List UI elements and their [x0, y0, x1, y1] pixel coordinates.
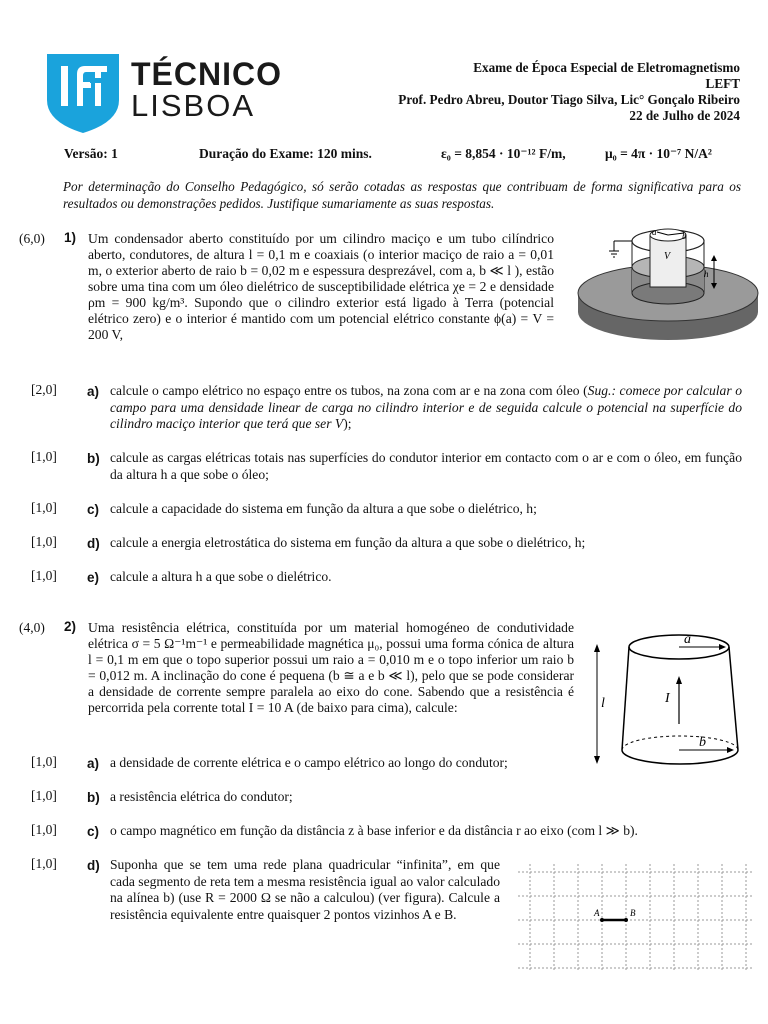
notice-text: Por determinação do Conselho Pedagógico, só serão cotadas as respostas que contribuam de forma significativa para os resultados ou demonstrações pedidos. Justifique sumariamente as suas respostas. [63, 179, 741, 211]
p1-item-e-text: calcule a altura h a que sobe o dielétrico. [110, 569, 332, 584]
fig1-label-h: h [704, 269, 709, 279]
constants-epsilon: ε₀ = 8,854 · 10⁻¹² F/m, [441, 146, 566, 161]
ist-logo [45, 52, 282, 134]
professors: Prof. Pedro Abreu, Doutor Tiago Silva, Lic° Gonçalo Ribeiro [398, 92, 740, 107]
p1-item-a-text [110, 383, 742, 433]
p1-item-d-label: d) [87, 536, 100, 551]
p2-item-b-score: [1,0] [31, 788, 57, 803]
course-name: LEFT [705, 76, 740, 91]
duration: Duração do Exame: 120 mins. [199, 146, 372, 161]
p2-item-b-text: a resistência elétrica do condutor; [110, 789, 293, 804]
p1-item-e-label: e) [87, 570, 100, 585]
fig1-label-b: b [682, 231, 687, 241]
p1-item-b-label: b) [87, 451, 100, 466]
p2-item-d-score: [1,0] [31, 856, 57, 871]
p2-item-d-text: Suponha que se tem uma rede plana quadricular “infinita”, em que cada segmento de reta tem a mesma resistência igual ao valor calculado na alínea b) (use R = 2000 Ω se não a calculou) (ver figura). Calcule a resistência equivalente entre quaisquer 2 pontos vizinhos A e B. [110, 857, 500, 922]
p2-item-c-label: c) [87, 824, 100, 839]
grid-label-B: B [630, 908, 636, 918]
grid-label-A: A [594, 908, 600, 918]
fig2-label-l: l [601, 696, 605, 711]
constants-mu: μ₀ = 4π · 10⁻⁷ N/A² [605, 146, 712, 161]
problem2-score: (4,0) [19, 620, 45, 635]
grid-lines [518, 864, 752, 972]
p2-item-a-label: a) [87, 756, 100, 771]
ist-shield-icon [45, 52, 121, 134]
cone-figure [586, 624, 756, 772]
p2-item-d-label: d) [87, 858, 100, 873]
problem1-number: 1) [64, 230, 77, 245]
p2-item-c-score: [1,0] [31, 822, 57, 837]
p1-item-c-text: calcule a capacidade do sistema em função da altura a que sobe o dielétrico, h; [110, 501, 537, 516]
logo-line-2: LISBOA [131, 88, 255, 123]
problem1-text: Um condensador aberto constituído por um cilindro maciço e um tubo cilíndrico aberto, condutores, de altura l = 0,1 m e coaxiais (o interior maciço de raio a = 0,01 m, o exterior aberto de raio b = 0,02 m e espessura desprezável, com a, b ≪ l ), estão sobre uma tina com um óleo dielétrico de susceptibilidade elétrica χe = 2 e densidade ρm = 900 kg/m³. Supondo que o cilindro exterior está ligado à Terra (potencial elétrico zero) e o interior é mantido com um potencial elétrico constante ϕ(a) = V = 200 V, [88, 231, 554, 342]
fig1-label-a: a [652, 227, 657, 237]
logo-line-1: TÉCNICO [131, 56, 282, 92]
exam-header [398, 60, 740, 124]
p1-item-a-main: calcule o campo elétrico no espaço entre os tubos, na zona com ar e na zona com óleo ( [110, 383, 588, 398]
resistor-grid-figure [518, 864, 752, 972]
problem2-number: 2) [64, 619, 77, 634]
p2-item-b-label: b) [87, 790, 100, 805]
capacitor-figure [574, 217, 762, 345]
p1-item-b-score: [1,0] [31, 449, 57, 464]
p1-item-a-end: ); [343, 416, 352, 431]
p1-item-a-hint: Sug.: comece por calcular o campo para uma densidade linear de carga no cilindro interior e de seguida calcule o potencial na superfície do cilindro maciço interior que terá que ser V [110, 383, 743, 431]
p1-item-e-score: [1,0] [31, 568, 57, 583]
p1-item-c-score: [1,0] [31, 500, 57, 515]
p1-item-d-score: [1,0] [31, 534, 57, 549]
p1-item-c-label: c) [87, 502, 100, 517]
version: Versão: 1 [64, 146, 118, 161]
problem1-score: (6,0) [19, 231, 45, 246]
p1-item-a-label: a) [87, 384, 100, 399]
fig1-label-V: V [664, 251, 671, 262]
p2-item-a-text: a densidade de corrente elétrica e o campo elétrico ao longo do condutor; [110, 755, 508, 770]
fig2-label-b: b [699, 735, 706, 750]
fig2-label-a: a [684, 632, 691, 647]
p1-item-a-score: [2,0] [31, 382, 57, 397]
p1-item-b-text: calcule as cargas elétricas totais nas superfícies do condutor interior em contacto com o ar e com o óleo, em função da altura h a que sobe o óleo; [110, 450, 742, 482]
p2-item-c-text: o campo magnético em função da distância z à base inferior e da distância r ao eixo (com l ≫ b). [110, 823, 638, 838]
problem2-text: Uma resistência elétrica, constituída por um material homogéneo de condutividade elétrica σ = 5 Ω⁻¹m⁻¹ e permeabilidade magnética μ₀, possui uma forma cónica de altura l = 0,1 m em que o topo superior possui um raio a = 0,010 m e o topo inferior um raio b = 0,012 m. A inclinação do cone é pequena (b ≅ a e b ≪ l), pelo que se pode considerar a densidade de corrente sempre paralela ao eixo do cone. Sabendo que a resistência é percorrida pela corrente total I = 10 A (de baixo para cima), calcule: [88, 620, 574, 715]
exam-date: 22 de Julho de 2024 [629, 108, 740, 123]
fig2-label-I: I [665, 691, 670, 706]
exam-title: Exame de Época Especial de Eletromagnetismo [473, 60, 740, 75]
p2-item-a-score: [1,0] [31, 754, 57, 769]
p1-item-d-text: calcule a energia eletrostática do sistema em função da altura a que sobe o dielétrico, h; [110, 535, 586, 550]
